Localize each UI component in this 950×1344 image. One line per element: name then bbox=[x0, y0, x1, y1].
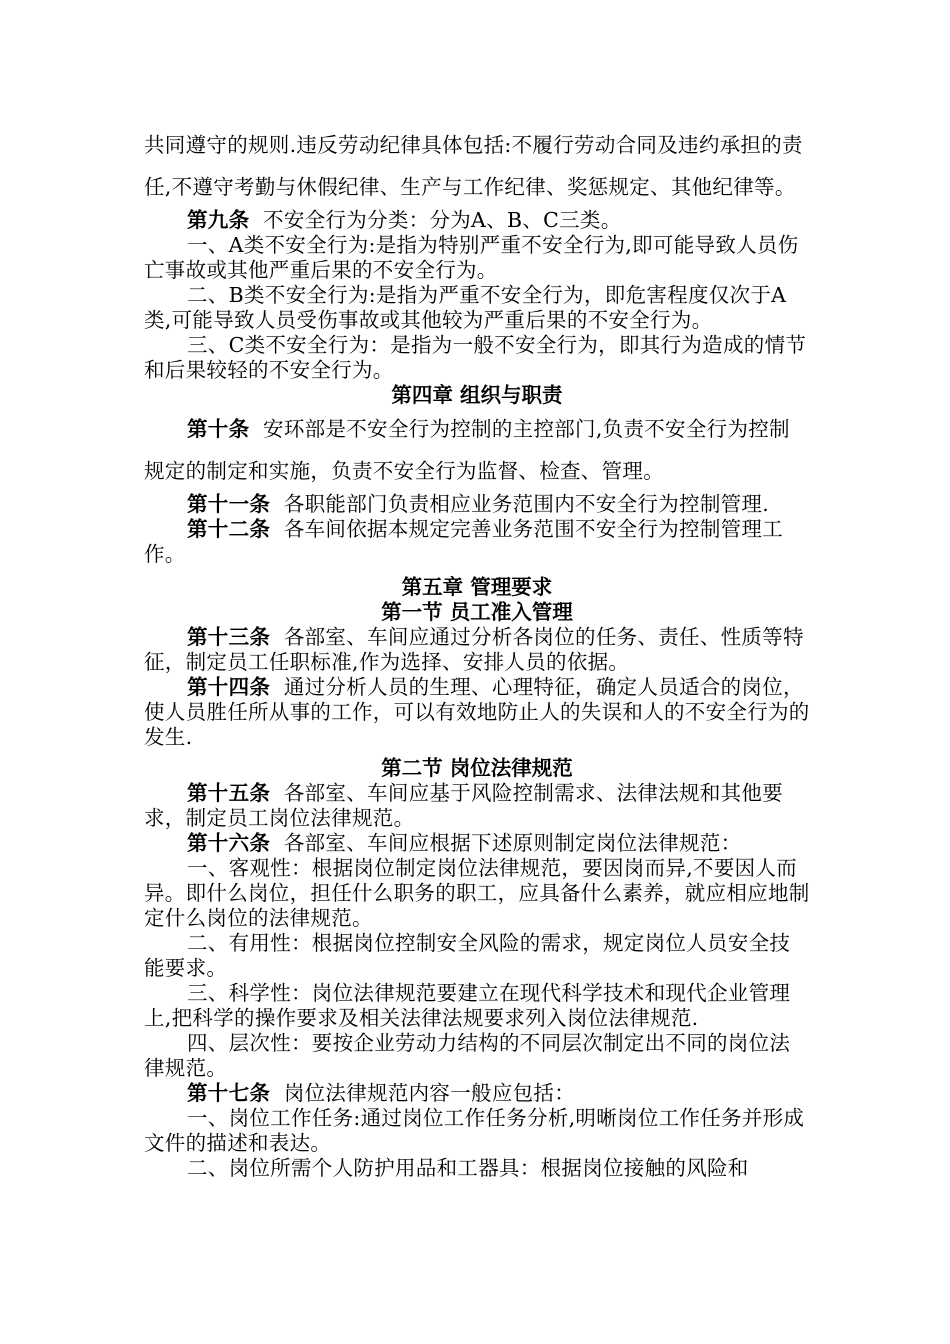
paragraph bbox=[144, 1106, 810, 1156]
paragraph-text: 各部室、车间应基于风险控制需求、法律法规和其他要求，制定员工岗位法律规范。 bbox=[144, 781, 784, 830]
paragraph bbox=[144, 124, 810, 208]
paragraph bbox=[144, 1081, 810, 1106]
article-label: 第十二条 bbox=[187, 517, 271, 541]
paragraph-text: 一、A类不安全行为:是指为特别严重不安全行为,即可能导致人员伤亡事故或其他严重后果的不安全行为。 bbox=[144, 233, 799, 282]
paragraph bbox=[144, 333, 810, 383]
paragraph bbox=[144, 1156, 810, 1181]
paragraph bbox=[144, 856, 810, 931]
paragraph bbox=[144, 1031, 810, 1081]
paragraph bbox=[144, 675, 810, 750]
paragraph-text: 各部室、车间应通过分析各岗位的任务、责任、性质等特征，制定员工任职标准,作为选择、安排人员的依据。 bbox=[144, 625, 804, 674]
paragraph-text: 二、B类不安全行为:是指为严重不安全行为，即危害程度仅次于A类,可能导致人员受伤事故或其他较为严重后果的不安全行为。 bbox=[144, 283, 787, 332]
paragraph-text: 一、客观性：根据岗位制定岗位法律规范，要因岗而异,不要因人而异。即什么岗位，担任什么职务的职工，应具备什么素养，就应相应地制定什么岗位的法律规范。 bbox=[144, 856, 810, 930]
paragraph bbox=[144, 831, 810, 856]
paragraph bbox=[144, 625, 810, 675]
paragraph-text: 二、有用性：根据岗位控制安全风险的需求，规定岗位人员安全技能要求。 bbox=[144, 931, 791, 980]
paragraph-text: 三、科学性：岗位法律规范要建立在现代科学技术和现代企业管理上,把科学的操作要求及相关法律法规要求列入岗位法律规范. bbox=[144, 981, 791, 1030]
paragraph-text: 三、C类不安全行为：是指为一般不安全行为，即其行为造成的情节和后果较轻的不安全行为。 bbox=[144, 333, 807, 382]
article-label: 第十六条 bbox=[187, 831, 271, 855]
paragraph-text: 四、层次性：要按企业劳动力结构的不同层次制定出不同的岗位法律规范。 bbox=[144, 1031, 791, 1080]
paragraph bbox=[144, 781, 810, 831]
paragraph-text: 岗位法律规范内容一般应包括： bbox=[270, 1081, 576, 1105]
paragraph bbox=[144, 408, 810, 492]
section-heading: 第一节 员工准入管理 bbox=[381, 600, 573, 624]
paragraph bbox=[144, 931, 810, 981]
paragraph bbox=[144, 208, 810, 233]
article-label: 第十三条 bbox=[187, 625, 271, 649]
paragraph bbox=[144, 233, 810, 283]
paragraph-text: 不安全行为分类：分为A、B、C三类。 bbox=[249, 208, 622, 232]
article-label: 第十四条 bbox=[187, 675, 271, 699]
section-heading: 第五章 管理要求 bbox=[401, 575, 553, 599]
paragraph-text: 安环部是不安全行为控制的主控部门,负责不安全行为控制规定的制定和实施，负责不安全行为监督、检查、管理。 bbox=[144, 417, 790, 483]
article-label: 第十七条 bbox=[187, 1081, 271, 1105]
paragraph-text: 通过分析人员的生理、心理特征，确定人员适合的岗位，使人员胜任所从事的工作，可以有效地防止人的失误和人的不安全行为的发生. bbox=[144, 675, 810, 749]
paragraph bbox=[144, 981, 810, 1031]
paragraph bbox=[144, 283, 810, 333]
paragraph-text: 各车间依据本规定完善业务范围不安全行为控制管理工作。 bbox=[144, 517, 784, 566]
article-label: 第十五条 bbox=[187, 781, 271, 805]
paragraph-text: 二、岗位所需个人防护用品和工器具：根据岗位接触的风险和 bbox=[187, 1156, 749, 1180]
document-body bbox=[144, 124, 810, 1181]
paragraph-text: 各职能部门负责相应业务范围内不安全行为控制管理. bbox=[270, 492, 770, 516]
article-label: 第十一条 bbox=[187, 492, 271, 516]
article-label: 第九条 bbox=[187, 208, 250, 232]
section-heading: 第二节 岗位法律规范 bbox=[381, 756, 573, 780]
paragraph-text: 共同遵守的规则.违反劳动纪律具体包括:不履行劳动合同及违约承担的责任,不遵守考勤与休假纪律、生产与工作纪律、奖惩规定、其他纪律等。 bbox=[144, 133, 803, 199]
paragraph bbox=[144, 517, 810, 567]
paragraph-text: 一、岗位工作任务:通过岗位工作任务分析,明晰岗位工作任务并形成文件的描述和表达。 bbox=[144, 1106, 805, 1155]
paragraph-text: 各部室、车间应根据下述原则制定岗位法律规范： bbox=[270, 831, 742, 855]
paragraph bbox=[144, 492, 810, 517]
article-label: 第十条 bbox=[187, 417, 250, 441]
section-heading: 第四章 组织与职责 bbox=[391, 383, 563, 407]
